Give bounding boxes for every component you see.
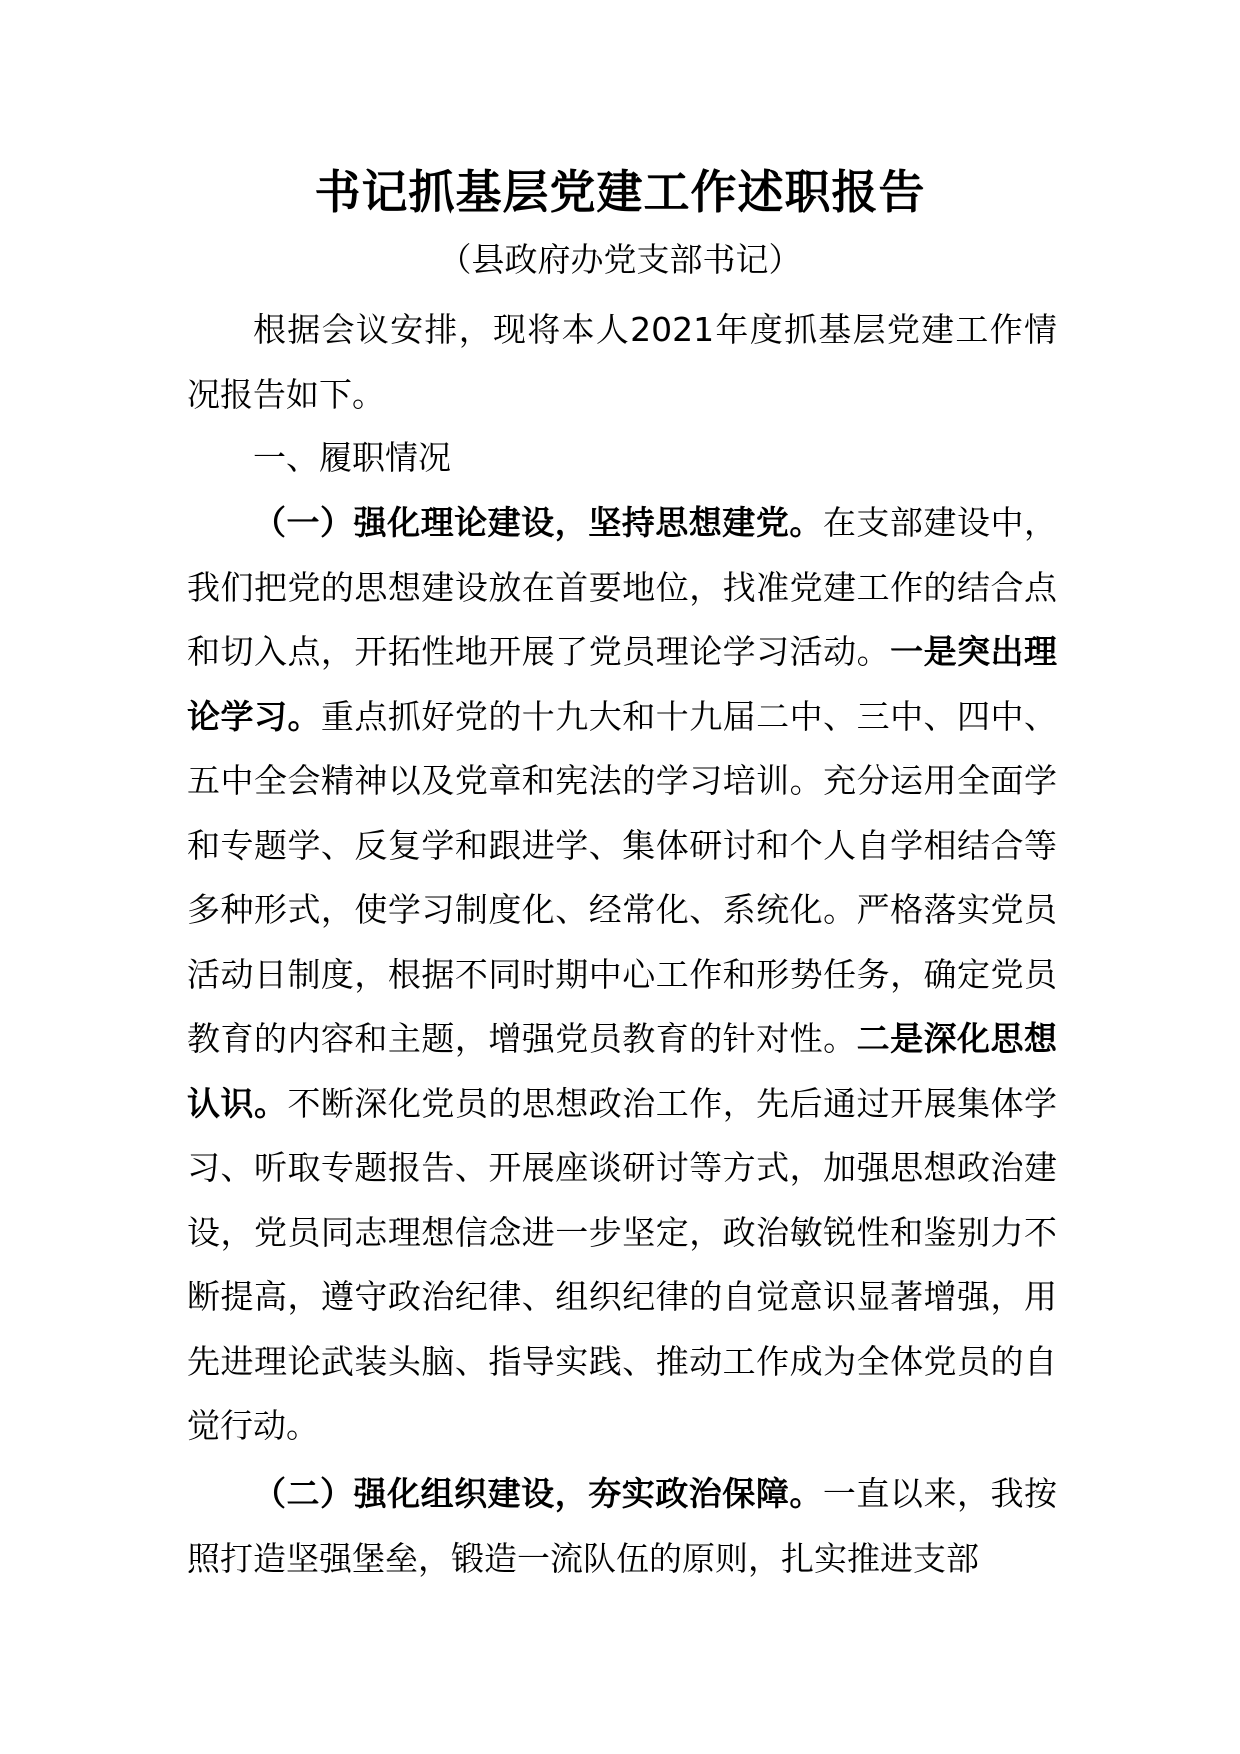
point-2-text: 不断深化党员的思想政治工作，先后通过开展集体学习、听取专题报告、开展座谈研讨等方式，加强思想政治建设，党员同志理想信念进一步坚定，政治敏锐性和鉴别力不断提高，遵守政治纪律、组织纪律的自觉意识显著增强，用先进理论武装头脑、指导实践、推动工作成为全体党员的自觉行动。: [187, 1083, 1058, 1445]
document-title: 书记抓基层党建工作述职报告: [314, 165, 926, 219]
document-subtitle: （县政府办党支部书记）: [438, 240, 802, 279]
section-1-text: 在支部建设中，我们把党的思想建设放在首要地位，找准党建工作的结合点和切入点，开拓性地开展了党员理论学习活动。: [187, 503, 1058, 671]
section-heading-1: 一、履职情况: [253, 438, 451, 477]
point-2-lead: 二是深化思想认识。: [187, 1019, 1058, 1123]
section-1-paragraph: [187, 491, 1057, 1459]
point-1-lead: 一是突出理论学习。: [187, 632, 1058, 736]
point-1-text: 重点抓好党的十九大和十九届二中、三中、四中、五中全会精神以及党章和宪法的学习培训。充分运用全面学和专题学、反复学和跟进学、集体研讨和个人自学相结合等多种形式，使学习制度化、经常化、系统化。严格落实党员活动日制度，根据不同时期中心工作和形势任务，确定党员教育的内容和主题，增强党员教育的针对性。: [187, 696, 1058, 1058]
section-2-paragraph: [187, 1462, 1057, 1591]
section-2-lead: （二）强化组织建设，夯实政治保障。: [253, 1474, 823, 1513]
intro-paragraph: 根据会议安排，现将本人2021年度抓基层党建工作情况报告如下。: [187, 310, 1057, 414]
section-2-text: 一直以来，我按照打造坚强堡垒，锻造一流队伍的原则，扎实推进支部: [187, 1474, 1058, 1578]
section-1-lead: （一）强化理论建设，坚持思想建党。: [253, 503, 823, 542]
